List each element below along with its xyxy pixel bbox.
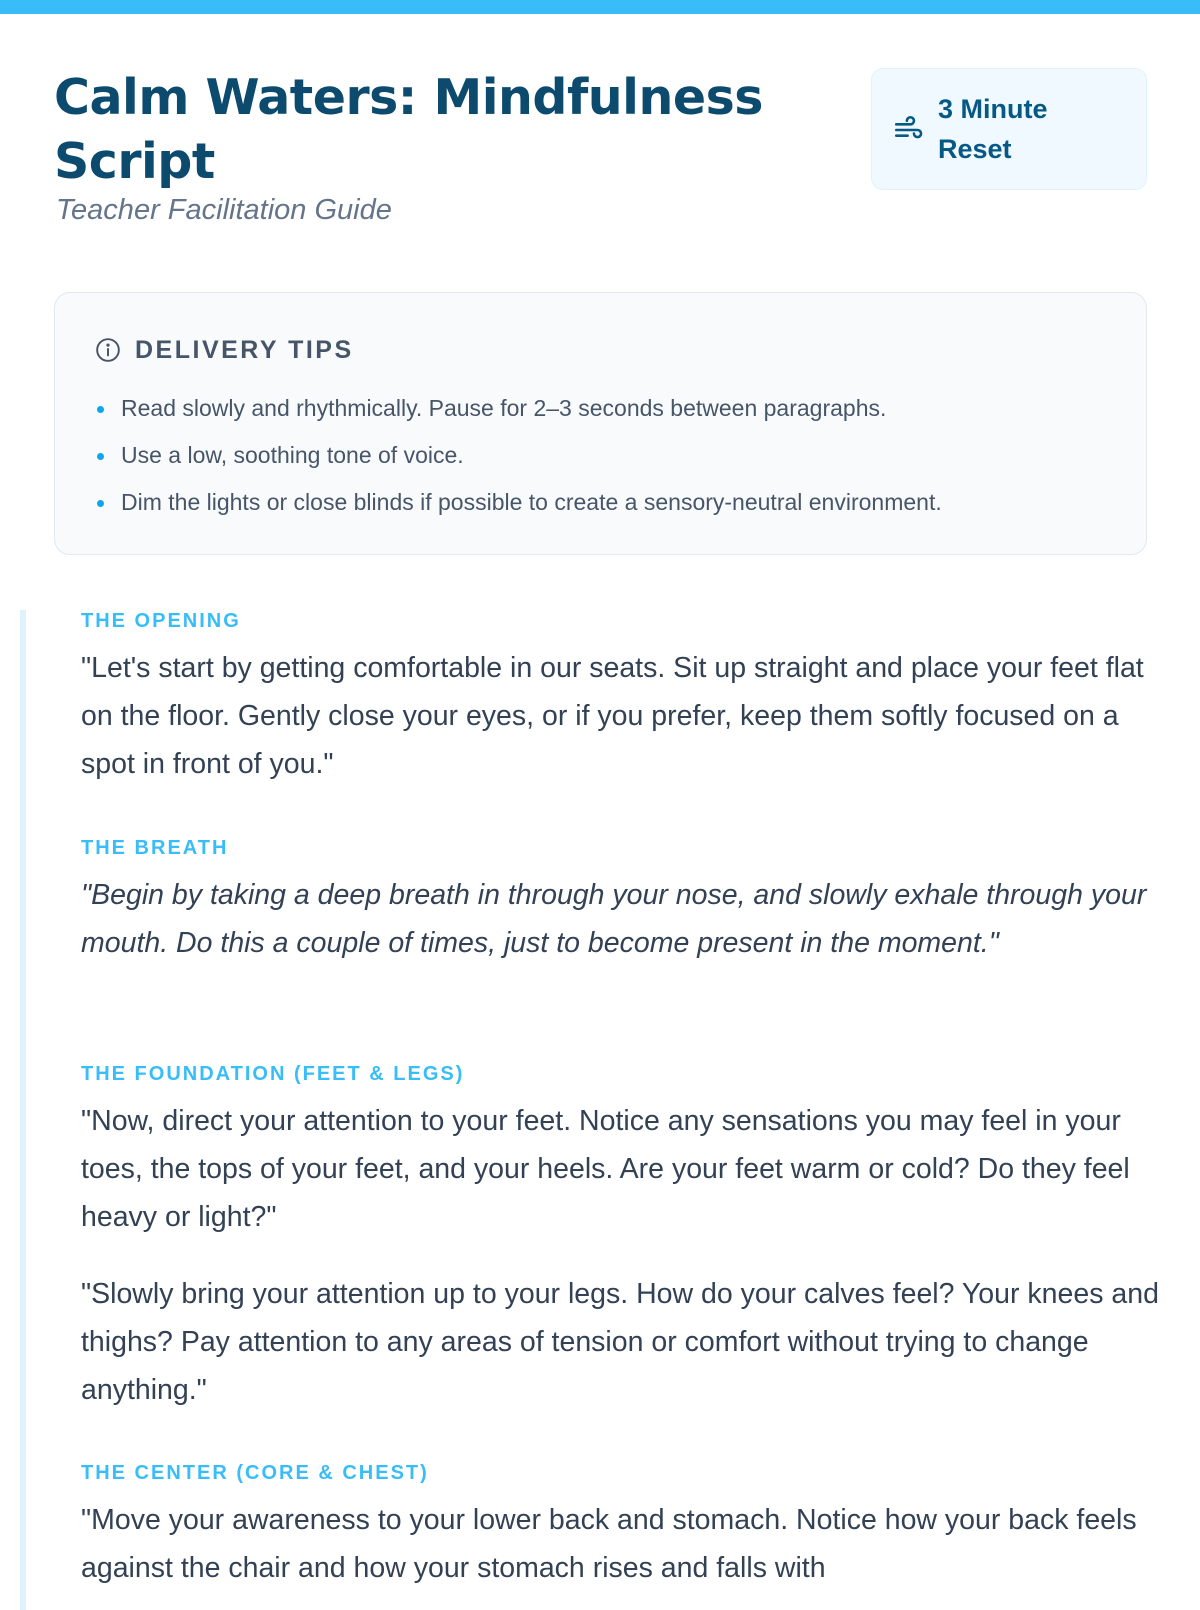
top-accent-bar (0, 0, 1200, 14)
tips-heading (95, 335, 354, 365)
duration-label: 3 Minute Reset (938, 94, 1048, 164)
script-paragraph: "Now, direct your attention to your feet. Notice any sensations you may feel in your toes, the tops of your feet, and your heels. Are your feet warm or cold? Do they feel heavy or light?" (81, 1105, 1130, 1233)
info-icon (95, 337, 121, 363)
script-paragraph: "Move your awareness to your lower back and stomach. Notice how your back feels against the chair and how your stomach rises and falls with (81, 1504, 1137, 1584)
section-heading-center: THE CENTER (CORE & CHEST) (81, 1462, 429, 1484)
wind-icon (892, 113, 926, 147)
tips-title: DELIVERY TIPS (135, 335, 354, 364)
section-heading-foundation: THE FOUNDATION (FEET & LEGS) (81, 1063, 465, 1085)
tip-item: Dim the lights or close blinds if possible to create a sensory-neutral environment. (97, 479, 942, 526)
script-paragraph: "Slowly bring your attention up to your legs. How do your calves feel? Your knees and thighs? Pay attention to any areas of tension or comfort without trying to change anything." (81, 1278, 1159, 1406)
delivery-tips-panel (54, 292, 1147, 555)
tip-item: Read slowly and rhythmically. Pause for 2–3 seconds between paragraphs. (97, 385, 942, 432)
page-header (54, 66, 1147, 236)
script-paragraph: "Let's start by getting comfortable in our seats. Sit up straight and place your feet flat on the floor. Gently close your eyes, or if you prefer, keep them softly focused on a spot in front of you." (81, 652, 1144, 780)
script-paragraph: "Begin by taking a deep breath in through your nose, and slowly exhale through your mouth. Do this a couple of times, just to become present in the moment." (81, 879, 1147, 959)
tips-list (97, 385, 942, 526)
duration-badge (871, 68, 1147, 190)
page-subtitle: Teacher Facilitation Guide (56, 194, 392, 226)
script-body (20, 610, 1160, 1610)
page-title: Calm Waters: Mindfulness Script (54, 69, 763, 190)
section-heading-opening: THE OPENING (81, 610, 241, 632)
tip-item: Use a low, soothing tone of voice. (97, 432, 942, 479)
section-heading-breath: THE BREATH (81, 837, 229, 859)
